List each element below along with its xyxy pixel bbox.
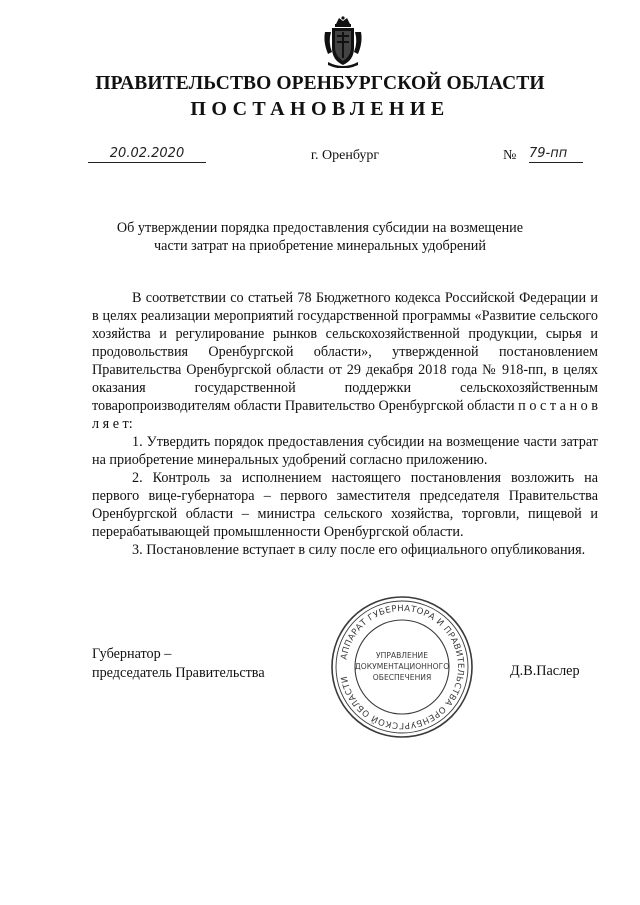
stamp-ring-text: АППАРАТ ГУБЕРНАТОРА И ПРАВИТЕЛЬСТВА ОРЕНБУРГСКОЙ ОБЛАСТИ <box>339 603 466 731</box>
stamp-center-line: ОБЕСПЕЧЕНИЯ <box>372 673 432 682</box>
subject-line: части затрат на приобретение минеральных удобрений <box>154 238 486 254</box>
official-stamp <box>329 594 475 740</box>
signatory-name: Д.В.Паслер <box>510 663 580 679</box>
signatory-title <box>92 645 312 683</box>
document-body <box>92 289 598 559</box>
document-date: 20.02.2020 <box>88 146 206 163</box>
stamp-center-line: ДОКУМЕНТАЦИОННОГО <box>354 662 450 671</box>
number-value: 79-пп <box>529 146 583 163</box>
document-type-heading: ПОСТАНОВЛЕНИЕ <box>190 98 450 120</box>
stamp-center-line: УПРАВЛЕНИЕ <box>375 651 429 660</box>
number-sign: № <box>503 148 517 163</box>
body-paragraph-preamble: В соответствии со статьей 78 Бюджетного кодекса Российской Федерации и в целях реализации мероприятий государственной программы «Развитие сельского хозяйства и регулирование рынков сельскохозяйственной продукции, сырья и продовольствия Оренбургской области», утвержденной постановлением Правительства Оренбургской области от 29 декабря 2018 года № 918-пп, в целях оказания государственной поддержки сельскохозяйственным товаропроизводителям области Правительство Оренбургской области п о с т а н о в л я е т: <box>92 290 598 432</box>
document-number <box>503 146 583 164</box>
subject-line: Об утверждении порядка предоставления субсидии на возмещение <box>116 220 524 236</box>
signatory-title-line: Губернатор – <box>92 646 172 662</box>
body-paragraph-item-1: 1. Утвердить порядок предоставления субсидии на возмещение части затрат на приобретение минеральных удобрений согласно приложению. <box>92 434 598 468</box>
organization-title: ПРАВИТЕЛЬСТВО ОРЕНБУРГСКОЙ ОБЛАСТИ <box>95 73 545 94</box>
orenburg-coat-of-arms-icon <box>322 16 364 68</box>
document-city: г. Оренбург <box>310 148 380 163</box>
signatory-title-line: председатель Правительства <box>92 665 265 681</box>
document-subject <box>96 219 544 255</box>
body-paragraph-item-3: 3. Постановление вступает в силу после его официального опубликования. <box>132 542 586 558</box>
body-paragraph-item-2: 2. Контроль за исполнением настоящего постановления возложить на первого вице-губернатора – первого заместителя председателя Правительства Оренбургской области – министра сельского хозяйства, торговли, пищевой и перерабатывающей промышленности Оренбургской области. <box>92 470 598 540</box>
